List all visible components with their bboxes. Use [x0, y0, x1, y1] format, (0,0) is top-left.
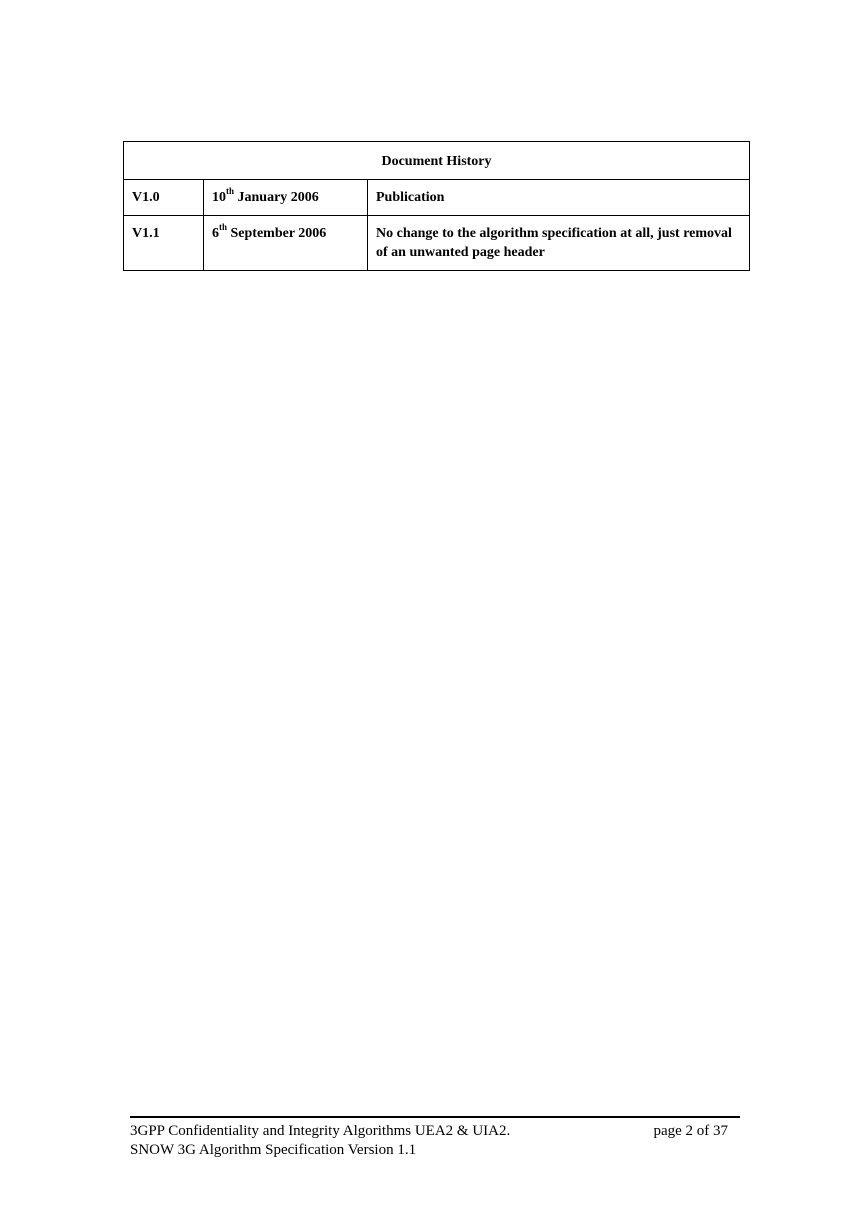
table-title-row — [124, 142, 750, 180]
page-footer — [130, 1116, 740, 1160]
table-row — [124, 180, 750, 216]
table-title: Document History — [124, 142, 750, 180]
description-cell: Publication — [368, 180, 750, 216]
date-day: 10 — [212, 190, 226, 205]
date-cell — [204, 216, 368, 271]
table-row — [124, 216, 750, 271]
footer-line-1 — [130, 1122, 740, 1141]
date-rest: September 2006 — [227, 226, 327, 241]
version-cell: V1.1 — [124, 216, 204, 271]
date-suffix: th — [226, 186, 235, 197]
description-cell: No change to the algorithm specification at all, just removal of an unwanted page header — [368, 216, 750, 271]
date-suffix: th — [219, 222, 228, 233]
footer-line-2: SNOW 3G Algorithm Specification Version 1.1 — [130, 1142, 417, 1158]
footer-doc-title: 3GPP Confidentiality and Integrity Algorithms UEA2 & UIA2. — [130, 1123, 511, 1139]
version-cell: V1.0 — [124, 180, 204, 216]
document-history-table — [123, 141, 750, 271]
date-rest: January 2006 — [234, 190, 319, 205]
date-cell — [204, 180, 368, 216]
date-day: 6 — [212, 226, 219, 241]
page-number: page 2 of 37 — [653, 1123, 728, 1139]
